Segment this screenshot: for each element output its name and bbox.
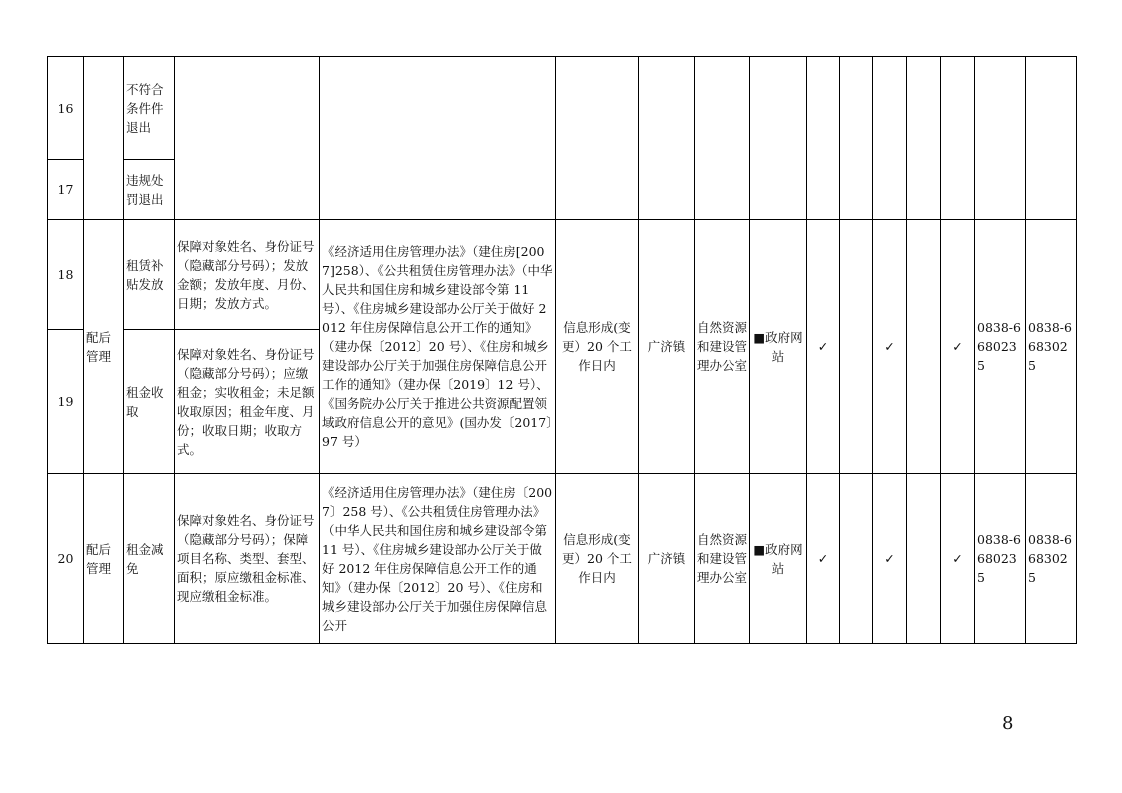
tick-cell-empty	[873, 57, 907, 220]
basis-cell-empty	[320, 57, 556, 220]
check-mark-icon: ✓	[941, 474, 975, 644]
tick-cell-empty	[907, 474, 941, 644]
tick-cell-empty	[840, 57, 873, 220]
phone-cell: 0838-6680235	[975, 474, 1026, 644]
time-limit-cell-empty	[556, 57, 639, 220]
tick-cell-empty	[941, 57, 975, 220]
page-number: 8	[1002, 713, 1014, 734]
subitem-cell: 租赁补贴发放	[124, 220, 175, 330]
subject-cell: 广济镇	[639, 220, 695, 474]
time-limit-cell: 信息形成(变更）20 个工作日内	[556, 220, 639, 474]
info-disclosure-table	[47, 56, 1077, 644]
subitem-cell: 不符合条件件退出	[124, 57, 175, 160]
tel-cell-empty	[1026, 57, 1077, 220]
subject-cell-empty	[639, 57, 695, 220]
phone-cell: 0838-6683025	[1026, 220, 1077, 474]
check-mark-icon: ✓	[807, 474, 840, 644]
basis-cell: 《经济适用住房管理办法》（建住房[2007]258）、《公共租赁住房管理办法》（中华人民共和国住房和城乡建设部令第 11 号）、《住房城乡建设部办公厅关于做好 2012 年住房保障信息公开工作的通知》（建办保〔2012〕20 号）、《住房和城乡建设部办公厅关于加强住房保障信息公开工作的通知》（建办保〔2019〕12 号）、《国务院办公厅关于推进公共资源配置领域政府信息公开的意见》(国办发〔2017〕97 号）	[320, 220, 556, 474]
tick-cell-empty	[840, 220, 873, 474]
tick-cell-empty	[907, 220, 941, 474]
department-cell-empty	[695, 57, 750, 220]
row-number: 16	[48, 57, 84, 160]
content-cell: 保障对象姓名、身份证号（隐藏部分号码）；保障项目名称、类型、套型、面积；原应缴租金标准、现应缴租金标准。	[175, 474, 320, 644]
channel-cell: ■政府网站	[750, 220, 807, 474]
check-mark-icon: ✓	[873, 220, 907, 474]
content-cell: 保障对象姓名、身份证号（隐藏部分号码）；应缴租金；实收租金；未足额收取原因；租金年度、月份；收取日期；收取方式。	[175, 330, 320, 474]
stage-cell: 配后管理	[84, 220, 124, 474]
tel-cell-empty	[975, 57, 1026, 220]
phone-cell: 0838-6683025	[1026, 474, 1077, 644]
tick-cell-empty	[807, 57, 840, 220]
check-mark-icon: ✓	[941, 220, 975, 474]
content-cell-empty	[175, 57, 320, 220]
stage-cell: 配后管理	[84, 474, 124, 644]
subitem-cell: 租金收取	[124, 330, 175, 474]
department-cell: 自然资源和建设管理办公室	[695, 474, 750, 644]
check-mark-icon: ✓	[873, 474, 907, 644]
row-number: 18	[48, 220, 84, 330]
row-number: 20	[48, 474, 84, 644]
row-number: 19	[48, 330, 84, 474]
content-cell: 保障对象姓名、身份证号（隐藏部分号码）；发放金额；发放年度、月份、日期；发放方式。	[175, 220, 320, 330]
subitem-cell: 违规处罚退出	[124, 160, 175, 220]
channel-cell: ■政府网站	[750, 474, 807, 644]
tick-cell-empty	[840, 474, 873, 644]
table-row	[48, 474, 1077, 644]
basis-cell: 《经济适用住房管理办法》（建住房〔2007〕258 号）、《公共租赁住房管理办法》（中华人民共和国住房和城乡建设部令第 11 号）、《住房城乡建设部办公厅关于做好 2012 年住房保障信息公开工作的通知》（建办保〔2012〕20 号）、《住房和城乡建设部办公厅关于加强住房保障信息公开	[320, 474, 556, 644]
time-limit-cell: 信息形成(变更）20 个工作日内	[556, 474, 639, 644]
table-row	[48, 57, 1077, 160]
row-number: 17	[48, 160, 84, 220]
department-cell: 自然资源和建设管理办公室	[695, 220, 750, 474]
subject-cell: 广济镇	[639, 474, 695, 644]
channel-cell-empty	[750, 57, 807, 220]
table-row	[48, 220, 1077, 330]
tick-cell-empty	[907, 57, 941, 220]
stage-cell-empty	[84, 57, 124, 220]
subitem-cell: 租金减免	[124, 474, 175, 644]
phone-cell: 0838-6680235	[975, 220, 1026, 474]
check-mark-icon: ✓	[807, 220, 840, 474]
